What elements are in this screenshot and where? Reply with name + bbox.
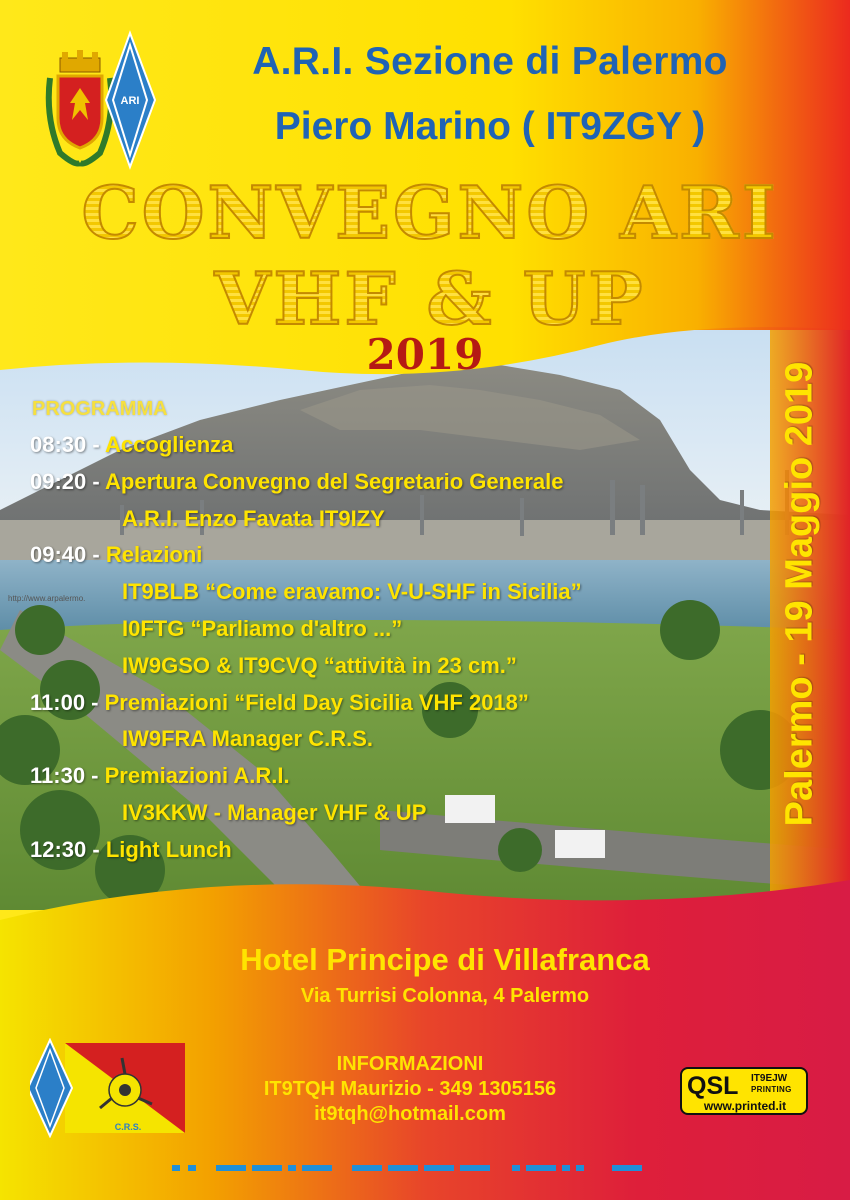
program-item xyxy=(122,800,426,826)
sponsor-big: QSL xyxy=(687,1072,739,1100)
program-item-text: Relazioni xyxy=(105,542,203,568)
program-item-separator: - xyxy=(86,432,106,457)
crs-logo-text: C.R.S. xyxy=(114,1122,142,1132)
program-item xyxy=(30,763,290,789)
info-contact: IT9TQH Maurizio - 349 1305156 xyxy=(263,1078,557,1100)
program-item xyxy=(122,579,582,605)
program-item-text: I0FTG “Parliamo d'altro ...” xyxy=(122,616,403,641)
program-item-separator: - xyxy=(86,542,106,568)
program-item xyxy=(122,506,385,532)
morse-code-decoration xyxy=(172,1162,672,1174)
venue-name: Hotel Principe di Villafranca xyxy=(240,942,650,977)
ari-logo-text: ARI xyxy=(120,95,140,107)
program-item-text: IW9FRA Manager C.R.S. xyxy=(122,726,373,752)
crs-logo-icon xyxy=(30,1038,190,1138)
program-item xyxy=(30,469,563,495)
program-item-time: 09:20 xyxy=(30,468,87,494)
sponsor-badge xyxy=(680,1067,808,1115)
program-item-text: Apertura Convegno del Segretario Generale xyxy=(105,468,564,494)
program-label: PROGRAMMA xyxy=(32,398,168,420)
bottom-wave xyxy=(0,860,850,1200)
side-date xyxy=(770,344,830,844)
program-item-separator: - xyxy=(86,468,106,494)
program-item-text: Light Lunch xyxy=(105,836,232,862)
program-item xyxy=(30,690,529,716)
program-item-text: A.R.I. Enzo Favata IT9IZY xyxy=(122,505,385,531)
program-item-text: Premiazioni A.R.I. xyxy=(104,763,290,789)
program-item-text: IT9BLB “Come eravamo: V-U-SHF in Sicilia” xyxy=(122,579,582,605)
event-title-line2: VHF & UP xyxy=(40,256,820,341)
program-item-time: 11:30 xyxy=(30,763,86,789)
header-subtitle: Piero Marino ( IT9ZGY ) xyxy=(274,105,706,148)
sponsor-url[interactable]: www.printed.it xyxy=(703,1099,787,1113)
info-heading: INFORMAZIONI xyxy=(336,1053,484,1075)
event-title-line1: CONVEGNO ARI xyxy=(40,170,820,255)
program-item xyxy=(122,726,373,752)
program-item-text: IW9GSO & IT9CVQ “attività in 23 cm.” xyxy=(122,652,517,678)
info-email[interactable]: it9tqh@hotmail.com xyxy=(314,1103,506,1125)
program-item-time: 08:30 xyxy=(30,432,87,457)
program-item xyxy=(30,837,232,863)
program-item-separator: - xyxy=(85,763,105,789)
side-date-text: Palermo - 19 Maggio 2019 xyxy=(778,361,821,827)
program-item-text: IV3KKW - Manager VHF & UP xyxy=(122,800,427,825)
event-year: 2019 xyxy=(366,330,484,379)
program-item-separator: - xyxy=(85,689,105,715)
sponsor-line2: PRINTING xyxy=(751,1085,792,1094)
program-item xyxy=(30,542,202,568)
program-item-time: 11:00 xyxy=(30,689,86,715)
program-item-text: Premiazioni “Field Day Sicilia VHF 2018” xyxy=(104,689,529,715)
header-title: A.R.I. Sezione di Palermo xyxy=(252,40,728,83)
watermark-url: http://www.arpalermo. xyxy=(8,594,86,603)
program-item xyxy=(30,432,233,458)
sponsor-line1: IT9EJW xyxy=(751,1073,788,1084)
venue-address: Via Turrisi Colonna, 4 Palermo xyxy=(300,985,590,1007)
program-item-time: 12:30 xyxy=(30,836,87,862)
program-item xyxy=(122,653,517,679)
program-item-separator: - xyxy=(86,836,106,862)
program-item xyxy=(122,616,402,642)
program-item-text: Accoglienza xyxy=(105,432,234,457)
program-item-time: 09:40 xyxy=(30,542,87,568)
